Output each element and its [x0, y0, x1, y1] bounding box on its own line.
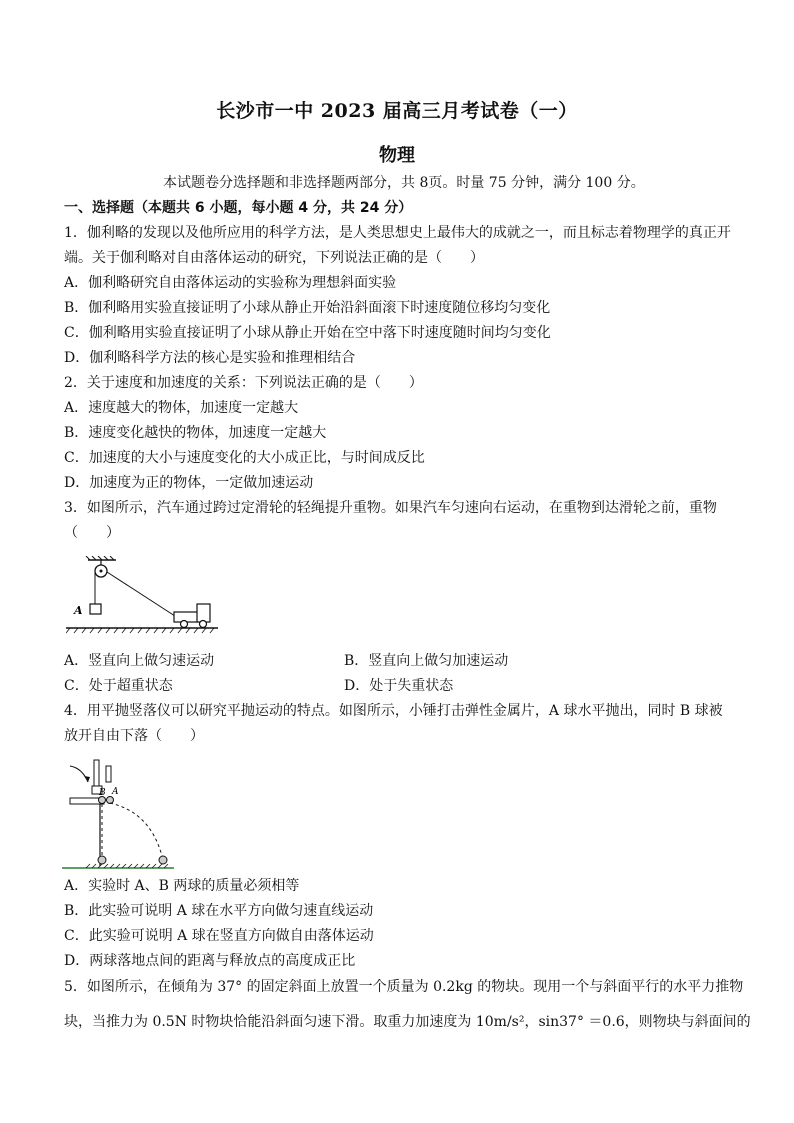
- q2-option-d: D．加速度为正的物体，一定做加速运动: [64, 475, 314, 491]
- q3-truck-pulley-figure: [66, 556, 226, 638]
- q5-stem-line2: 块，当推力为 0.5N 时物块恰能沿斜面匀速下滑。取重力加速度为 10m/s²，sin37° ＝0.6，则物块与斜面间的: [64, 1014, 751, 1030]
- rope-diagonal: [107, 572, 178, 618]
- q3-stem-line2: （ ）: [64, 525, 120, 541]
- q4-option-b: B．此实验可说明 A 球在水平方向做匀速直线运动: [64, 903, 374, 919]
- q4-projectile-apparatus-figure: [62, 756, 192, 874]
- q3-option-b: B．竖直向上做匀加速运动: [344, 653, 509, 669]
- ball-a: [107, 797, 114, 804]
- q3-option-d: D．处于失重状态: [344, 678, 454, 694]
- q5-stem-line1: 5．如图所示，在倾角为 37° 的固定斜面上放置一个质量为 0.2kg 的物块。现用一个与斜面平行的水平力推物: [64, 979, 744, 995]
- svg-text:B: B: [99, 788, 106, 798]
- q1-option-b: B．伽利略用实验直接证明了小球从静止开始沿斜面滚下时速度随位移均匀变化: [64, 300, 551, 316]
- q1-option-d: D．伽利略科学方法的核心是实验和推理相结合: [64, 350, 356, 366]
- q2-stem: 2．关于速度和加速度的关系：下列说法正确的是（ ）: [64, 375, 423, 391]
- apparatus-post: [94, 760, 99, 788]
- section-heading: 一、选择题（本题共 6 小题，每小题 4 分，共 24 分）: [64, 200, 413, 216]
- exam-title: 长沙市一中 2023 届高三月考试卷（一）: [216, 100, 578, 122]
- q1-stem-line2: 端。关于伽利略对自由落体运动的研究，下列说法正确的是（ ）: [64, 250, 484, 266]
- q1-option-a: A．伽利略研究自由落体运动的实验称为理想斜面实验: [64, 275, 397, 291]
- spring-plate: [106, 766, 111, 782]
- truck-wheel-front: [200, 621, 207, 628]
- q4-stem-line2: 放开自由下落（ ）: [64, 728, 204, 744]
- q3-option-c: C．处于超重状态: [64, 678, 173, 694]
- hammer-arrow-icon: [70, 766, 88, 782]
- q2-option-c: C．加速度的大小与速度变化的大小成正比，与时间成反比: [64, 450, 425, 466]
- figure-label-a: A: [74, 604, 83, 617]
- weight-block: [90, 604, 101, 614]
- exam-intro: 本试题卷分选择题和非选择题两部分，共 8页。时量 75 分钟，满分 100 分。: [163, 175, 645, 191]
- truck-wheel-rear: [181, 621, 188, 628]
- svg-text:A: A: [112, 787, 119, 797]
- q3-stem-line1: 3．如图所示，汽车通过跨过定滑轮的轻绳提升重物。如果汽车匀速向右运动，在重物到达滑轮之前，重物: [64, 500, 717, 516]
- q4-option-a: A．实验时 A、B 两球的质量必须相等: [64, 878, 300, 894]
- q3-option-a: A．竖直向上做匀速运动: [64, 653, 215, 669]
- q4-option-d: D．两球落地点间的距离与释放点的高度成正比: [64, 953, 356, 969]
- q4-stem-line1: 4．用平抛竖落仪可以研究平抛运动的特点。如图所示，小锤打击弹性金属片，A 球水平抛出，同时 B 球被: [64, 703, 723, 719]
- q1-option-c: C．伽利略用实验直接证明了小球从静止开始在空中落下时速度随时间均匀变化: [64, 325, 551, 341]
- ball-a-path: [110, 803, 162, 856]
- q2-option-b: B．速度变化越快的物体，加速度一定越大: [64, 425, 327, 441]
- q1-stem-line1: 1．伽利略的发现以及他所应用的科学方法，是人类思想史上最伟大的成就之一，而且标志着物理学的真正开: [64, 225, 731, 241]
- subject-heading: 物理: [379, 145, 415, 166]
- q2-option-a: A．速度越大的物体，加速度一定越大: [64, 400, 299, 416]
- q4-option-c: C．此实验可说明 A 球在竖直方向做自由落体运动: [64, 928, 374, 944]
- truck-cab: [197, 604, 210, 622]
